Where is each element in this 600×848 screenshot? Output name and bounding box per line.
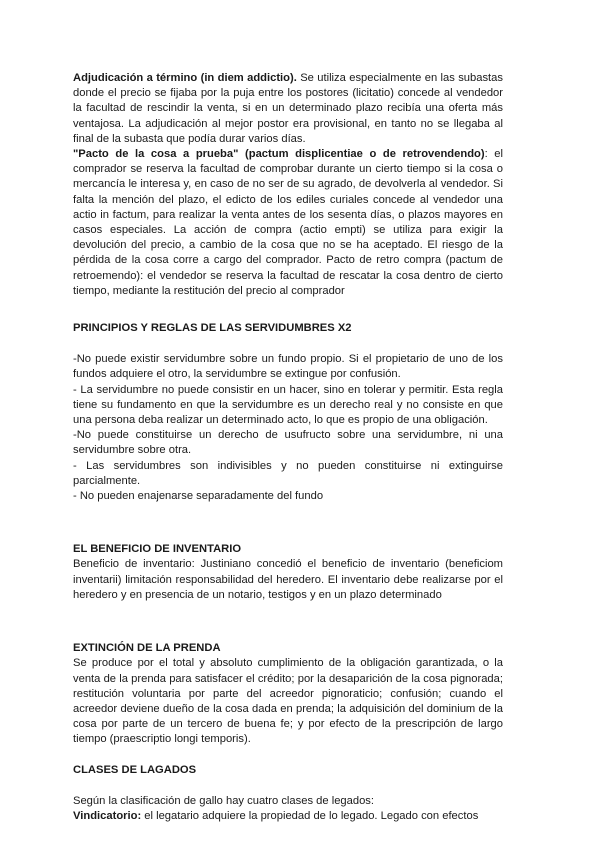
term-pactum-displicentiae: "Pacto de la cosa a prueba" (pactum displicentiae o de retrovendendo)	[73, 148, 485, 161]
heading-extincion-prenda: EXTINCIÓN DE LA PRENDA	[73, 642, 221, 655]
servidumbre-rule-4: - Las servidumbres son indivisibles y no pueden constituirse ni extinguirse parcialmente.	[73, 459, 503, 487]
paragraph-pactum-displicentiae	[73, 147, 503, 299]
term-in-diem-addictio: Adjudicación a término (in diem addictio).	[73, 72, 297, 84]
servidumbre-rule-5: - No pueden enajenarse separadamente del fundo	[73, 490, 324, 503]
text-pactum-displicentiae: : el comprador se reserva la facultad de comprobar durante un cierto tiempo si la cosa o mercancía le interesa y, en caso de no ser de su agrado, de devolverla al vendedor. Si falta la mención del plazo, el edicto de los ediles curiales concede al vendedor una actio in factum, para realizar la venta antes de los sesenta días, o plazos mayores en casos especiales. La acción de compra (actio empti) se utiliza para exigir la devolución del precio, a cambio de la cosa que no se ha aceptado. El riesgo de la pérdida de la cosa corre a cargo del comprador. Pacto de retro compra (pactum de retroemendo): el vendedor se reserva la facultad de rescatar la cosa dentro de cierto tiempo, mediante la restitución del precio al comprador	[73, 148, 503, 297]
servidumbre-rule-2: - La servidumbre no puede consistir en un hacer, sino en tolerar y permitir. Esta regla tiene su fundamento en que la servidumbre es un derecho real y no consiste en que una persona deba realizar un determinado acto, lo que es propio de una obligación.	[73, 383, 503, 427]
paragraph-beneficio-inventario: Beneficio de inventario: Justiniano concedió el beneficio de inventario (beneficiom inventarii) limitación responsabilidad del heredero. El inventario debe realizarse por el heredero y en presencia de un notario, testigos y en un plazo determinado	[73, 558, 503, 601]
paragraph-legados-intro: Según la clasificación de gallo hay cuatro clases de legados:	[73, 794, 375, 807]
text-vindicatorio: el legatario adquiere la propiedad de lo legado. Legado con efectos	[141, 809, 479, 822]
servidumbre-rule-3: -No puede constituirse un derecho de usufructo sobre una servidumbre, ni una servidumbre sobre otra.	[73, 429, 503, 457]
paragraph-in-diem-addictio	[73, 71, 503, 147]
paragraph-extincion-prenda: Se produce por el total y absoluto cumplimiento de la obligación garantizada, o la venta de la prenda para satisfacer el crédito; por la desaparición de la cosa pignorada; restitución voluntaria por parte del acreedor pignoraticio; confusión; cuando el acreedor deviene dueño de la cosa dada en prenda; la adquisición del dominium de la cosa por parte de un tercero de buena fe; y por efecto de la prescripción de largo tiempo (praescriptio longi temporis).	[73, 657, 503, 746]
heading-clases-legados: CLASES DE LAGADOS	[73, 763, 197, 776]
heading-beneficio-inventario: EL BENEFICIO DE INVENTARIO	[73, 543, 242, 556]
heading-servidumbres: PRINCIPIOS Y REGLAS DE LAS SERVIDUMBRES X2	[73, 322, 352, 335]
text-in-diem-addictio: Se utiliza especialmente en las subastas donde el precio se fijaba por la puja entre los postores (licitatio) concede al vendedor la facultad de rescindir la venta, si en un determinado plazo recibía una oferta más ventajosa. La adjudicación al mejor postor era provisional, en tanto no se llegaba al final de la subasta que podía durar varios días.	[73, 72, 503, 145]
document-page	[73, 71, 503, 824]
servidumbre-rule-1: -No puede existir servidumbre sobre un fundo propio. Si el propietario de uno de los fundos adquiere el otro, la servidumbre se extingue por confusión.	[73, 353, 503, 381]
term-vindicatorio: Vindicatorio:	[73, 809, 142, 822]
paragraph-vindicatorio	[73, 809, 503, 824]
